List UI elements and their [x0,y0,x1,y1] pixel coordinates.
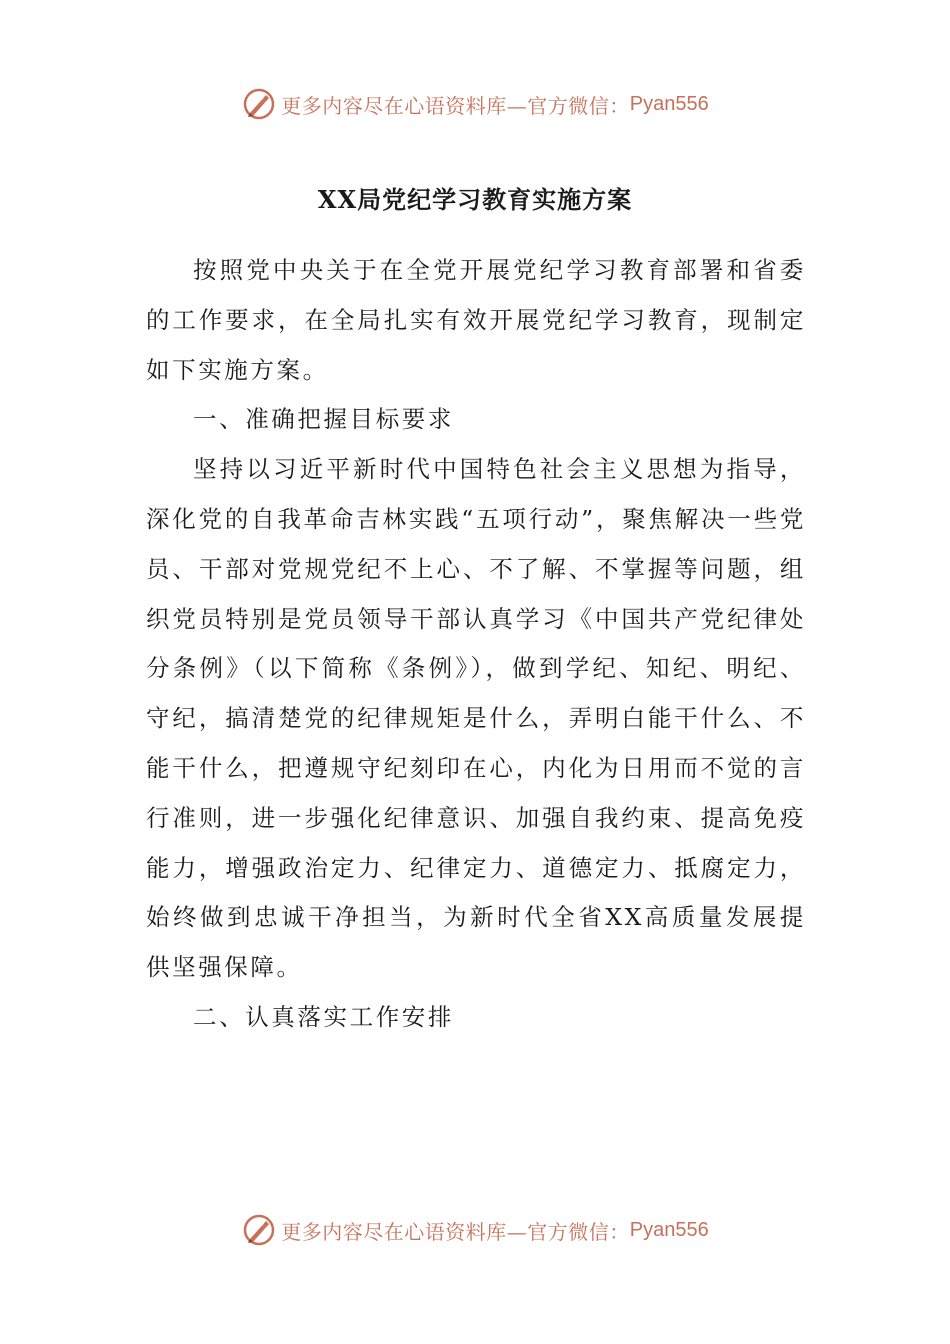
pen-logo-icon [241,86,277,122]
section-heading-1: 一、准确把握目标要求 [193,405,454,434]
watermark-wechat-id: Pyan556 [629,1218,709,1241]
pen-logo-icon [241,1212,277,1248]
watermark-text: 更多内容尽在心语资料库—官方微信： [281,93,630,118]
section-heading-2: 二、认真落实工作安排 [193,1002,454,1031]
paragraph-intro: 按照党中央关于在全党开展党纪学习教育部署和省委的工作要求，在全局扎实有效开展党纪学习教育，现制定如下实施方案。 [146,256,806,384]
document-title: XX局党纪学习教育实施方案 [317,185,633,214]
document-body [146,246,806,1043]
paragraph-goals: 坚持以习近平新时代中国特色社会主义思想为指导，深化党的自我革命吉林实践“五项行动”，聚焦解决一些党员、干部对党规党纪不上心、不了解、不掌握等问题，组织党员特别是党员领导干部认真学习《中国共产党纪律处分条例》（以下简称《条例》），做到学纪、知纪、明纪、守纪，搞清楚党的纪律规矩是什么，弄明白能干什么、不能干什么，把遵规守纪刻印在心，内化为日用而不觉的言行准则，进一步强化纪律意识、加强自我约束、提高免疫能力，增强政治定力、纪律定力、道德定力、抵腐定力，始终做到忠诚干净担当，为新时代全省XX高质量发展提供坚强保障。 [146,455,806,982]
watermark-banner-top [0,84,950,124]
watermark-text: 更多内容尽在心语资料库—官方微信： [281,1219,630,1244]
watermark-wechat-id: Pyan556 [629,92,709,115]
watermark-banner-bottom [0,1210,950,1250]
